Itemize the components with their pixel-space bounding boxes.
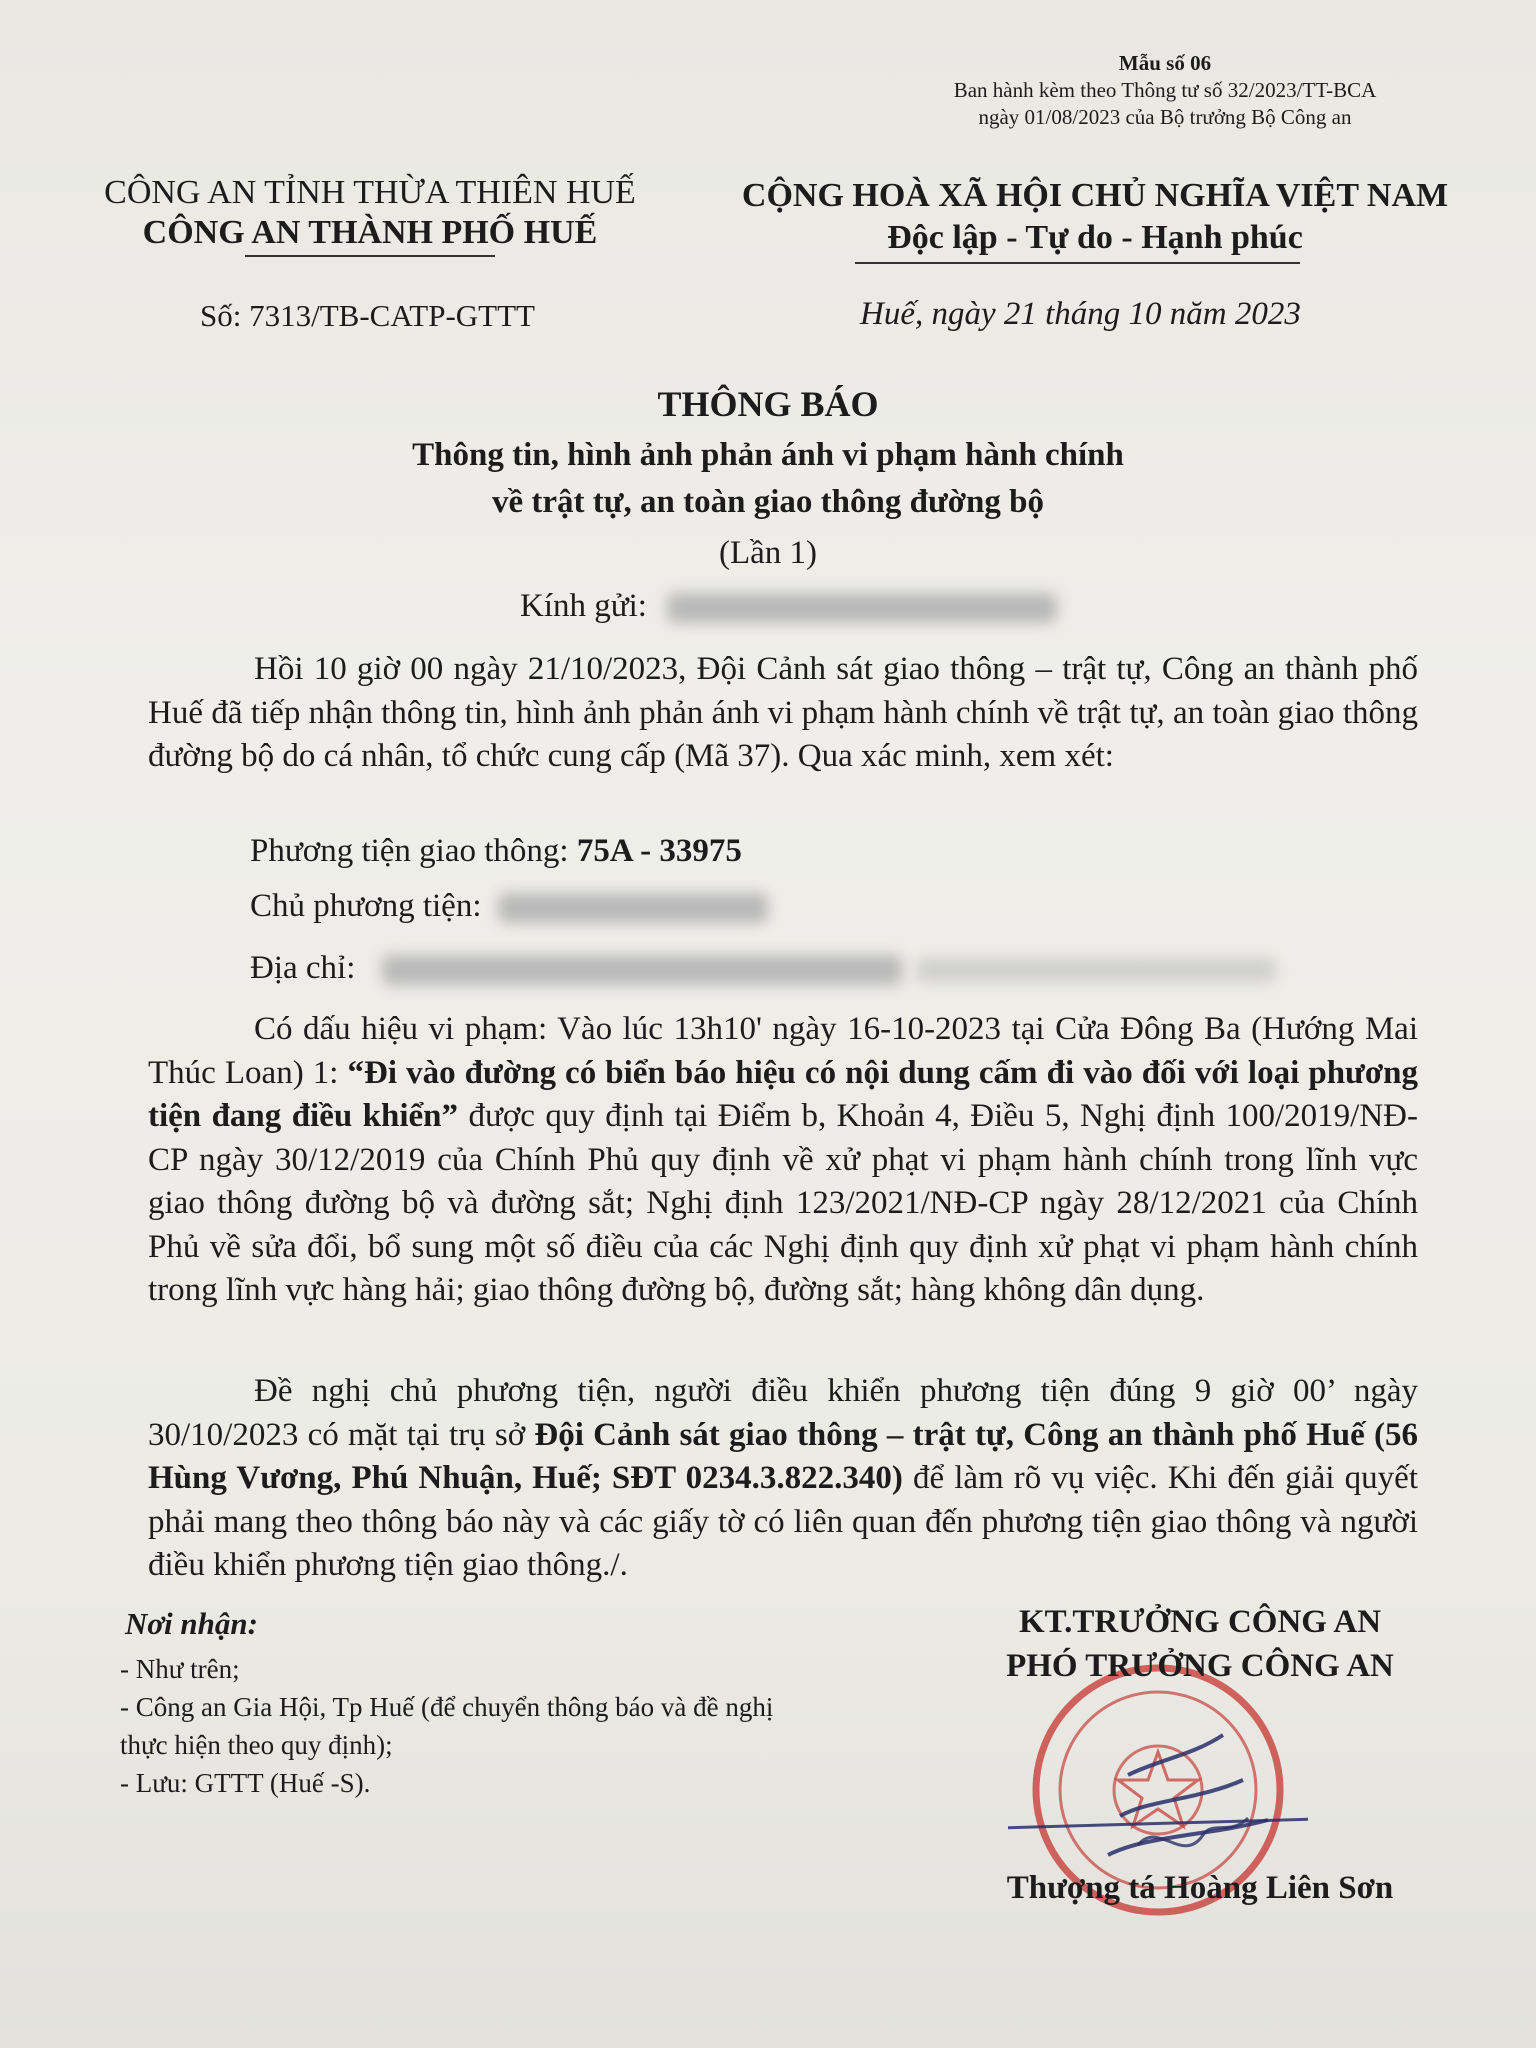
signer-name: Thượng tá Hoàng Liên Sơn xyxy=(1006,1870,1394,1906)
owner-label: Chủ phương tiện: xyxy=(250,888,482,924)
motto-underline xyxy=(855,262,1300,264)
signature-title-2: PHÓ TRƯỞNG CÔNG AN xyxy=(1006,1648,1394,1684)
intro-paragraph: Hồi 10 giờ 00 ngày 21/10/2023, Đội Cảnh sát giao thông – trật tự, Công an thành phố Huế đã tiếp nhận thông tin, hình ảnh phản ánh vi phạm hành chính về trật tự, an toàn giao thông đường bộ do cá nhân, tổ chức cung cấp (Mã 37). Qua xác minh, xem xét: xyxy=(148,651,1418,774)
nation-name: CỘNG HOÀ XÃ HỘI CHỦ NGHĨA VIỆT NAM xyxy=(741,177,1449,214)
vehicle-label: Phương tiện giao thông: xyxy=(250,833,577,869)
violation-text-a: Có dấu hiệu vi phạm: Vào lúc 13h10' ngày 16-10-2023 tại Cửa Đông Ba (Hướng Mai Thúc Loan) 1: xyxy=(148,1011,1418,1091)
motto: Độc lập - Tự do - Hạnh phúc xyxy=(887,219,1303,256)
notice-count: (Lần 1) xyxy=(718,535,818,571)
redacted-owner xyxy=(498,893,768,923)
request-text-a: Đề nghị chủ phương tiện, người điều khiển phương tiện đúng 9 giờ 00’ ngày 30/10/2023 có mặt tại trụ sở xyxy=(148,1373,1418,1453)
form-date-line: ngày 01/08/2023 của Bộ trưởng Bộ Công an xyxy=(978,105,1352,129)
document-subtitle-2: về trật tự, an toàn giao thông đường bộ xyxy=(491,484,1044,520)
redacted-address xyxy=(382,955,902,985)
document-number: Số: 7313/TB-CATP-GTTT xyxy=(200,298,535,333)
recipient-line xyxy=(520,588,1057,625)
violation-paragraph xyxy=(148,1008,1418,1313)
form-number: Mẫu số 06 xyxy=(1118,51,1212,75)
violation-text-c: được quy định tại Điểm b, Khoản 4, Điều 5, Nghị định 100/2019/NĐ-CP ngày 30/12/2019 của Chính Phủ quy định về xử phạt vi phạm hành chính trong lĩnh vực giao thông đường bộ và đường sắt; Nghị định 123/2021/NĐ-CP ngày 28/12/2021 của Chính Phủ về sửa đổi, bổ sung một số điều của các Nghị định quy định xử phạt vi phạm hành chính trong lĩnh vực hàng hải; giao thông đường bộ, đường sắt; hàng không dân dụng. xyxy=(148,1098,1418,1308)
recipient-item: - Như trên; xyxy=(120,1654,240,1684)
request-paragraph xyxy=(148,1370,1418,1588)
document-subtitle-1: Thông tin, hình ảnh phản ánh vi phạm hành chính xyxy=(412,437,1124,473)
recipient-item: - Lưu: GTTT (Huế -S). xyxy=(120,1768,371,1798)
violation-description: “Đi vào đường có biển báo hiệu có nội dung cấm đi vào đối với loại phương tiện đang điều khiển” xyxy=(148,1054,1418,1134)
issuing-agency xyxy=(90,173,650,253)
form-issued-line: Ban hành kèm theo Thông tư số 32/2023/TT-BCA xyxy=(953,78,1377,102)
agency-underline xyxy=(245,255,495,257)
request-text-c: để làm rõ vụ việc. Khi đến giải quyết phải mang theo thông báo này và các giấy tờ có liên quan đến phương tiện giao thông và người điều khiển phương tiện giao thông./. xyxy=(148,1460,1418,1583)
redacted-recipient xyxy=(667,593,1057,623)
national-motto xyxy=(700,175,1490,259)
document-date: Huế, ngày 21 tháng 10 năm 2023 xyxy=(860,296,1301,332)
recipients-title: Nơi nhận: xyxy=(125,1606,258,1641)
agency-parent: CÔNG AN TỈNH THỪA THIÊN HUẾ xyxy=(104,174,636,211)
recipient-item: - Công an Gia Hội, Tp Huế (để chuyển thông báo và đề nghị thực hiện theo quy định); xyxy=(120,1692,774,1760)
vehicle-plate: 75A - 33975 xyxy=(576,833,742,869)
agency-name: CÔNG AN THÀNH PHỐ HUẾ xyxy=(142,214,598,251)
request-location: Đội Cảnh sát giao thông – trật tự, Công an thành phố Huế (56 Hùng Vương, Phú Nhuận, Huế; SĐT 0234.3.822.340) xyxy=(148,1416,1418,1496)
form-number-block xyxy=(925,50,1405,131)
address-label: Địa chỉ: xyxy=(250,950,356,986)
owner-line xyxy=(250,888,768,925)
redacted-address-2 xyxy=(916,958,1276,982)
recipient-label: Kính gửi: xyxy=(520,588,647,624)
document-title: THÔNG BÁO xyxy=(657,384,879,424)
address-line xyxy=(250,950,1276,987)
vehicle-line xyxy=(250,833,742,870)
signature-title-1: KT.TRƯỞNG CÔNG AN xyxy=(1018,1604,1382,1640)
